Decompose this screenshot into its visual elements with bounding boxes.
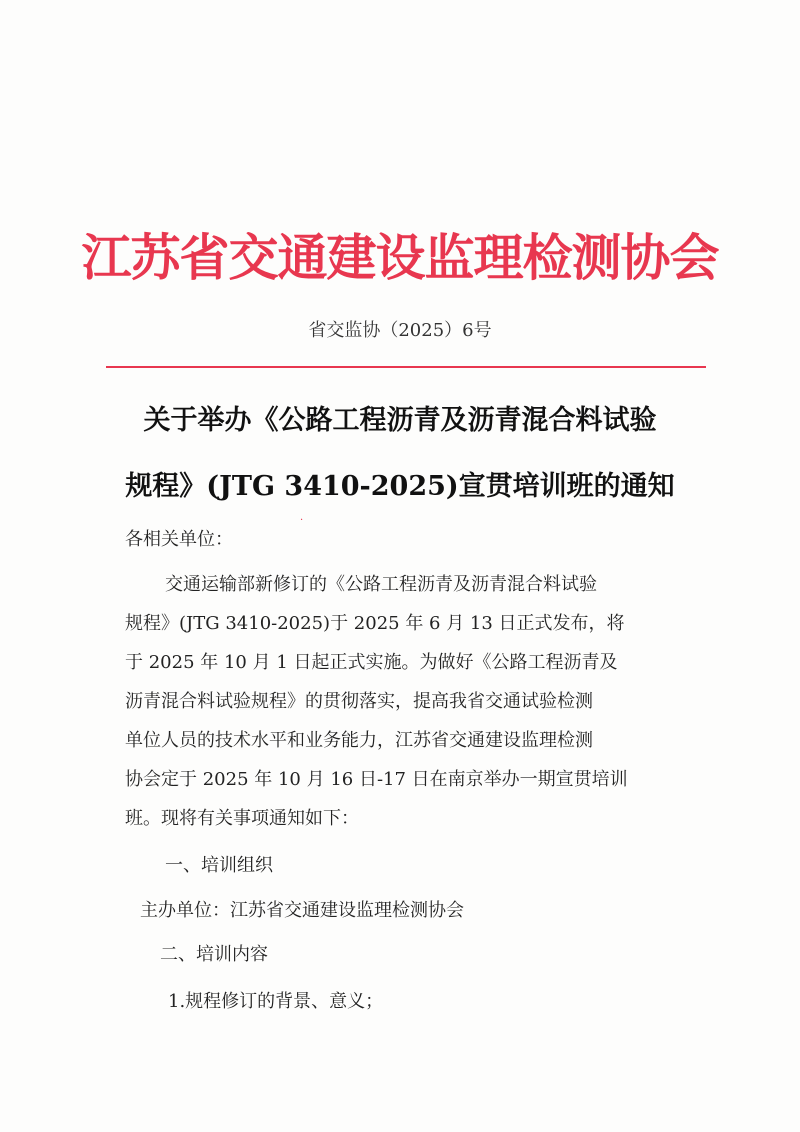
section-heading-content: 二、培训内容 [160, 944, 268, 965]
body-paragraph-line: 班。现将有关事项通知如下： [125, 808, 359, 829]
document-number: 省交监协（2025）6号 [308, 320, 492, 341]
red-divider [106, 366, 706, 368]
body-paragraph-line: 沥青混合料试验规程》的贯彻落实，提高我省交通试验检测 [125, 691, 593, 712]
content-item-1: 1.规程修订的背景、意义； [168, 991, 384, 1012]
salutation: 各相关单位： [125, 529, 233, 550]
organization-letterhead: 江苏省交通建设监理检测协会 [81, 228, 719, 287]
body-paragraph-line: 于 2025 年 10 月 1 日起正式实施。为做好《公路工程沥青及 [125, 652, 618, 673]
body-paragraph-line: 交通运输部新修订的《公路工程沥青及沥青混合料试验 [165, 574, 597, 595]
notice-title-line-2: 规程》(JTG 3410-2025)宣贯培训班的通知 [125, 471, 675, 502]
notice-title-line-1: 关于举办《公路工程沥青及沥青混合料试验 [143, 405, 657, 436]
print-speck: · [300, 515, 304, 526]
body-paragraph-line: 单位人员的技术水平和业务能力，江苏省交通建设监理检测 [125, 730, 593, 751]
host-unit-line: 主办单位：江苏省交通建设监理检测协会 [140, 900, 464, 921]
body-paragraph-line: 协会定于 2025 年 10 月 16 日-17 日在南京举办一期宣贯培训 [125, 769, 628, 790]
section-heading-organization: 一、培训组织 [165, 855, 273, 876]
body-paragraph-line: 规程》(JTG 3410-2025)于 2025 年 6 月 13 日正式发布，将 [125, 613, 625, 634]
